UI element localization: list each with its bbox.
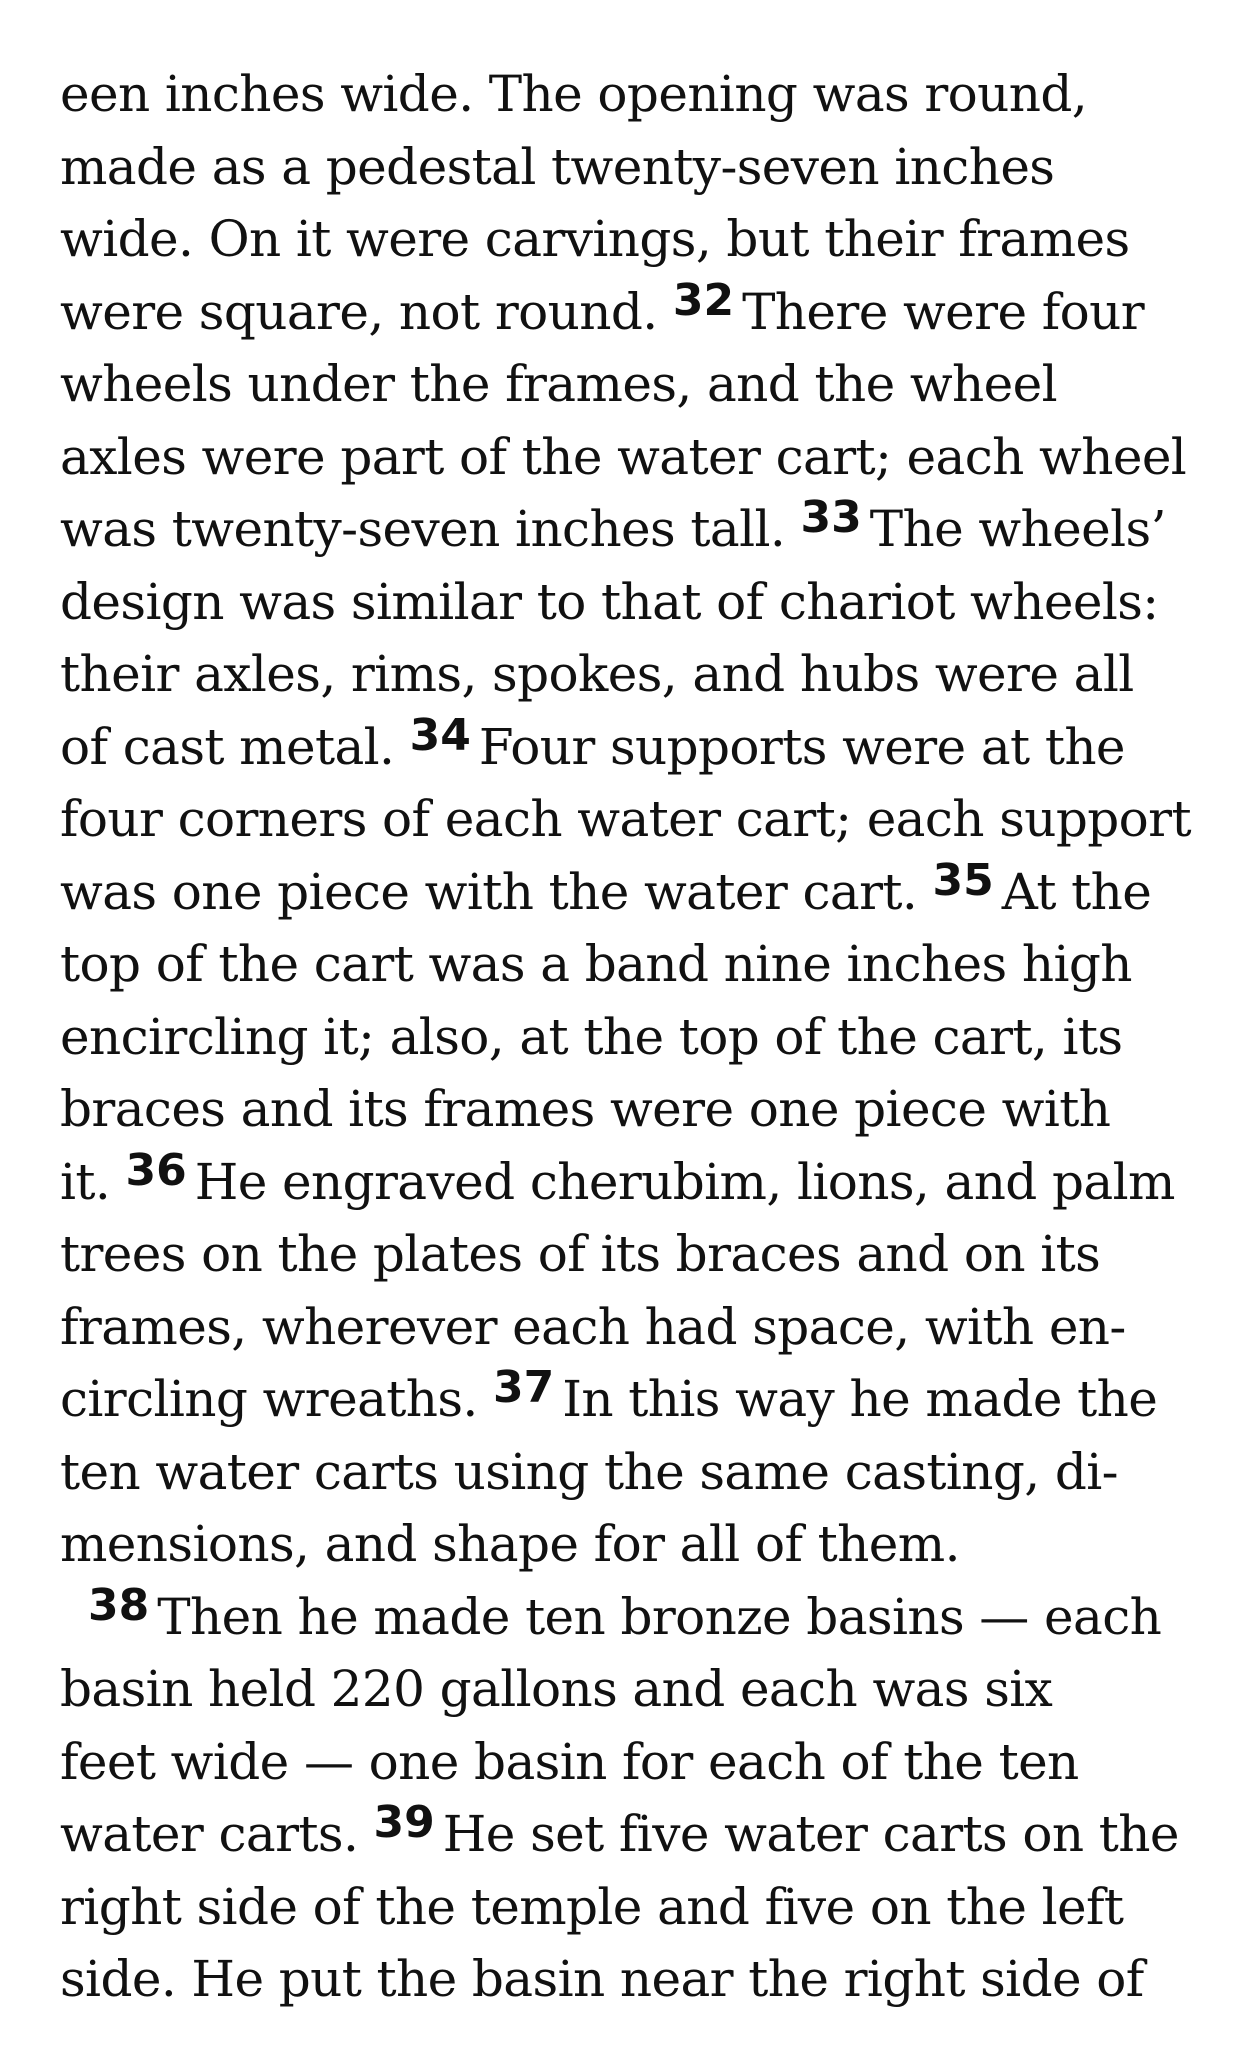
verse-text: wheels under the frames, and the wheel — [60, 355, 1058, 413]
text-line — [60, 131, 1200, 204]
verse-number: 34 — [409, 709, 471, 761]
text-line — [60, 1508, 1200, 1581]
text-line — [60, 58, 1200, 131]
text-line — [60, 1581, 1200, 1654]
text-line — [60, 1653, 1200, 1726]
verse-text: were square, not round. — [60, 282, 673, 341]
verse-text: top of the cart was a band nine inches high — [60, 935, 1132, 993]
verse-text: encircling it; also, at the top of the cart, its — [60, 1007, 1123, 1066]
verse-number: 36 — [125, 1144, 187, 1196]
verse-text: basin held 220 gallons and each was six — [60, 1660, 1053, 1718]
text-line — [60, 203, 1200, 276]
text-line — [60, 928, 1200, 1001]
verse-text: wide. On it were carvings, but their frames — [60, 210, 1130, 268]
text-line — [60, 1871, 1200, 1944]
verse-text: feet wide — one basin for each of the ten — [60, 1732, 1079, 1791]
text-line — [60, 1363, 1200, 1436]
text-line — [60, 566, 1200, 639]
verse-text: trees on the plates of its braces and on its — [60, 1225, 1101, 1283]
verse-number: 35 — [932, 854, 994, 906]
verse-text: Then he made ten bronze basins — each — [157, 1587, 1162, 1646]
verse-text: mensions, and shape for all of them. — [60, 1515, 960, 1573]
text-line — [60, 276, 1200, 349]
verse-text: There were four — [742, 282, 1145, 341]
verse-text: made as a pedestal twenty-seven inches — [60, 137, 1055, 196]
text-line — [60, 1436, 1200, 1509]
verse-text: At the — [1001, 862, 1152, 921]
verse-text: was one piece with the water cart. — [60, 862, 933, 921]
verse-number: 38 — [88, 1579, 150, 1631]
verse-text: ten water carts using the same casting, di- — [60, 1442, 1118, 1501]
verse-text: it. — [60, 1152, 126, 1211]
verse-text: circling wreaths. — [60, 1370, 494, 1428]
text-line — [60, 1291, 1200, 1364]
verse-text: Four supports were at the — [478, 717, 1125, 776]
verse-text: four corners of each water cart; each support — [60, 790, 1191, 848]
verse-text: was twenty-seven inches tall. — [60, 500, 801, 558]
verse-text: In this way he made the — [562, 1370, 1158, 1428]
text-line — [60, 1726, 1200, 1799]
verse-text: He engraved cherubim, lions, and palm — [194, 1152, 1175, 1211]
verse-text: The wheels’ — [869, 500, 1166, 558]
verse-number: 32 — [672, 274, 735, 326]
verse-text: frames, wherever each had space, with en- — [60, 1297, 1126, 1356]
verse-text: of cast metal. — [60, 717, 410, 776]
verse-text: water carts. — [60, 1805, 374, 1863]
text-line — [60, 421, 1200, 494]
scripture-page — [60, 58, 1200, 2016]
verse-text: design was similar to that of chariot wheels: — [60, 572, 1159, 631]
verse-number: 39 — [373, 1797, 435, 1848]
text-line — [60, 1943, 1200, 2016]
text-line — [60, 1218, 1200, 1291]
verse-text: their axles, rims, spokes, and hubs were all — [60, 645, 1134, 703]
text-line — [60, 1146, 1200, 1219]
verse-text: right side of the temple and five on the left — [60, 1877, 1124, 1936]
text-line — [60, 638, 1200, 711]
text-line — [60, 1798, 1200, 1871]
verse-text: side. He put the basin near the right side of — [60, 1950, 1144, 2008]
verse-text: axles were part of the water cart; each wheel — [60, 427, 1187, 486]
text-line — [60, 1001, 1200, 1074]
verse-text: braces and its frames were one piece with — [60, 1080, 1111, 1138]
text-line — [60, 711, 1200, 784]
text-line — [60, 783, 1200, 856]
scripture-passage — [60, 58, 1200, 2016]
text-line — [60, 493, 1200, 566]
verse-number: 37 — [493, 1362, 555, 1413]
verse-text: een inches wide. The opening was round, — [60, 65, 1088, 123]
text-line — [60, 856, 1200, 929]
text-line — [60, 348, 1200, 421]
verse-number: 33 — [800, 492, 862, 543]
verse-text: He set five water carts on the — [442, 1805, 1179, 1863]
text-line — [60, 1073, 1200, 1146]
